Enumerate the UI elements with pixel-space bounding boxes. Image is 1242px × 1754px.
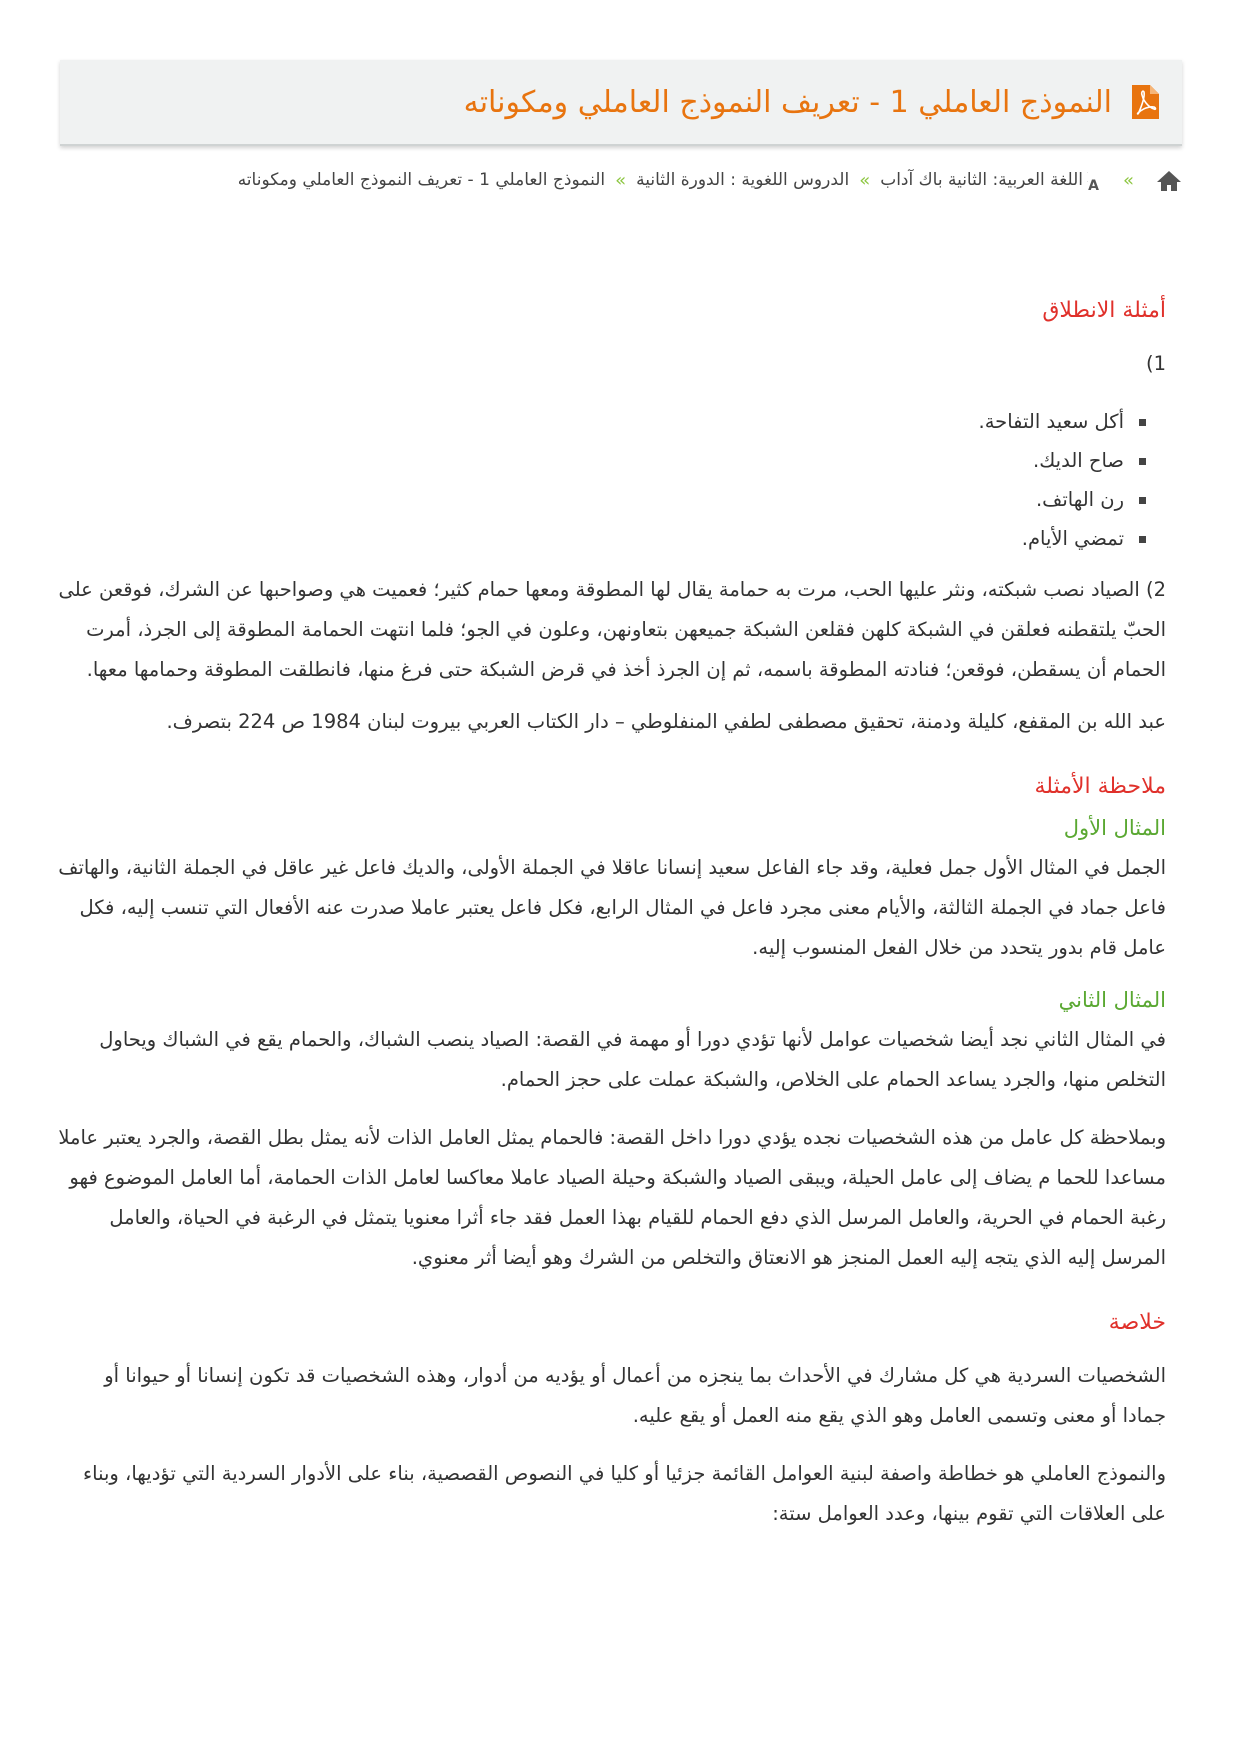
breadcrumb-item-subject[interactable]: اللغة العربية: الثانية باك آداب (880, 170, 1083, 190)
list-item: صاح الديك. (56, 441, 1146, 480)
example-1-list (56, 402, 1166, 558)
breadcrumb-item-current: النموذج العاملي 1 - تعريف النموذج العاملي ومكوناته (237, 170, 606, 190)
pdf-icon (1130, 84, 1160, 120)
list-item: أكل سعيد التفاحة. (56, 402, 1146, 441)
summary-paragraph-1: الشخصيات السردية هي كل مشارك في الأحداث بما ينجزه من أعمال أو يؤديه من أدوار، وهذه الشخصيات قد تكون إنسانا أو حيوانا أو جمادا أو معنى وتسمى العامل وهو الذي يقع منه العمل أو يقع عليه. (104, 1364, 1166, 1427)
breadcrumb-item-lessons[interactable]: الدروس اللغوية : الدورة الثانية (636, 170, 850, 190)
section-heading-starter-examples: أمثلة الانطلاق (1042, 298, 1166, 323)
subheading-example-2: المثال الثاني (1058, 988, 1166, 1012)
svg-text:A: A (1088, 178, 1099, 192)
section-heading-summary: خلاصة (1108, 1310, 1166, 1335)
example-1-label: 1) (1145, 352, 1166, 375)
breadcrumb-separator: » (1122, 169, 1134, 191)
breadcrumb (84, 168, 1144, 192)
title-bar (60, 60, 1182, 146)
breadcrumb-separator: » (859, 169, 871, 191)
example-2-analysis: في المثال الثاني نجد أيضا شخصيات عوامل لأنها تؤدي دورا أو مهمة في القصة: الصياد ينصب الشباك، والحمام يقع في الشباك ويحاول التخلص منها، والجرد يساعد الحمام على الخلاص، والشبكة عملت على حجز الحمام. (99, 1028, 1166, 1091)
example-2-analysis-detail: وبملاحظة كل عامل من هذه الشخصيات نجده يؤدي دورا داخل القصة: فالحمام يمثل العامل الذات لأنه يمثل بطل القصة، والجرد يعتبر عاملا مساعدا للحما م يضاف إلى عامل الحيلة، ويبقى الصياد والشبكة وحيلة الصياد عاملا معاكسا لعامل الذات الحمامة، أما العامل الموضوع فهو رغبة الحمام في الحرية، والعامل المرسل الذي دفع الحمام للقيام بهذا العمل فقد جاء أثرا معنويا يتمثل في الرغبة في الحياة، والعامل المرسل إليه الذي يتجه إليه العمل المنجز هو الانعتاق والتخلص من الشرك وهو أيضا أثر معنوي. (58, 1126, 1166, 1269)
summary-paragraph-2: والنموذج العاملي هو خطاطة واصفة لبنية العوامل القائمة جزئيا أو كليا في النصوص القصصية، بناء على الأدوار السردية التي تؤديها، وبناء على العلاقات التي تقوم بينها، وعدد العوامل ستة: (83, 1462, 1166, 1525)
list-item: تمضي الأيام. (56, 519, 1146, 558)
translate-icon (1087, 168, 1113, 192)
breadcrumb-separator: » (615, 169, 627, 191)
list-item: رن الهاتف. (56, 480, 1146, 519)
page-title: النموذج العاملي 1 - تعريف النموذج العاملي ومكوناته (463, 84, 1112, 120)
subheading-example-1: المثال الأول (1063, 816, 1166, 840)
example-2-paragraph: 2) الصياد نصب شبكته، ونثر عليها الحب، مرت به حمامة يقال لها المطوقة ومعها حمام كثير؛ فعميت هي وصواحبها عن الشرك، فوقعن على الحبّ يلتقطنه فعلقن في الشبكة كلهن فقلعن الشبكة جميعهن بتعاونهن، وعلون في الجو؛ فلما انتهت الحمامة المطوقة إلى الجرذ، أمرت الحمام أن يسقطن، فوقعن؛ فنادته المطوقة باسمه، ثم إن الجرذ أخذ في قرض الشبكة حتى فرغ منها، فانطلقت المطوقة وحمامها معها. (58, 578, 1166, 681)
section-heading-observation: ملاحظة الأمثلة (1034, 774, 1166, 799)
home-icon[interactable] (1156, 170, 1182, 192)
example-source: عبد الله بن المقفع، كليلة ودمنة، تحقيق مصطفى لطفي المنفلوطي – دار الكتاب العربي بيروت لبنان 1984 ص 224 بتصرف. (166, 710, 1166, 733)
lesson-content (56, 290, 1166, 1534)
example-1-analysis: الجمل في المثال الأول جمل فعلية، وقد جاء الفاعل سعيد إنسانا عاقلا في الجملة الأولى، والديك فاعل غير عاقل في الجملة الثانية، والهاتف فاعل جماد في الجملة الثالثة، والأيام معنى مجرد فاعل في المثال الرابع، فكل فاعل يعتبر عاملا صدرت عنه الأفعال التي تنسب إليه، فكل عامل قام بدور يتحدد من خلال الفعل المنسوب إليه. (58, 856, 1166, 959)
